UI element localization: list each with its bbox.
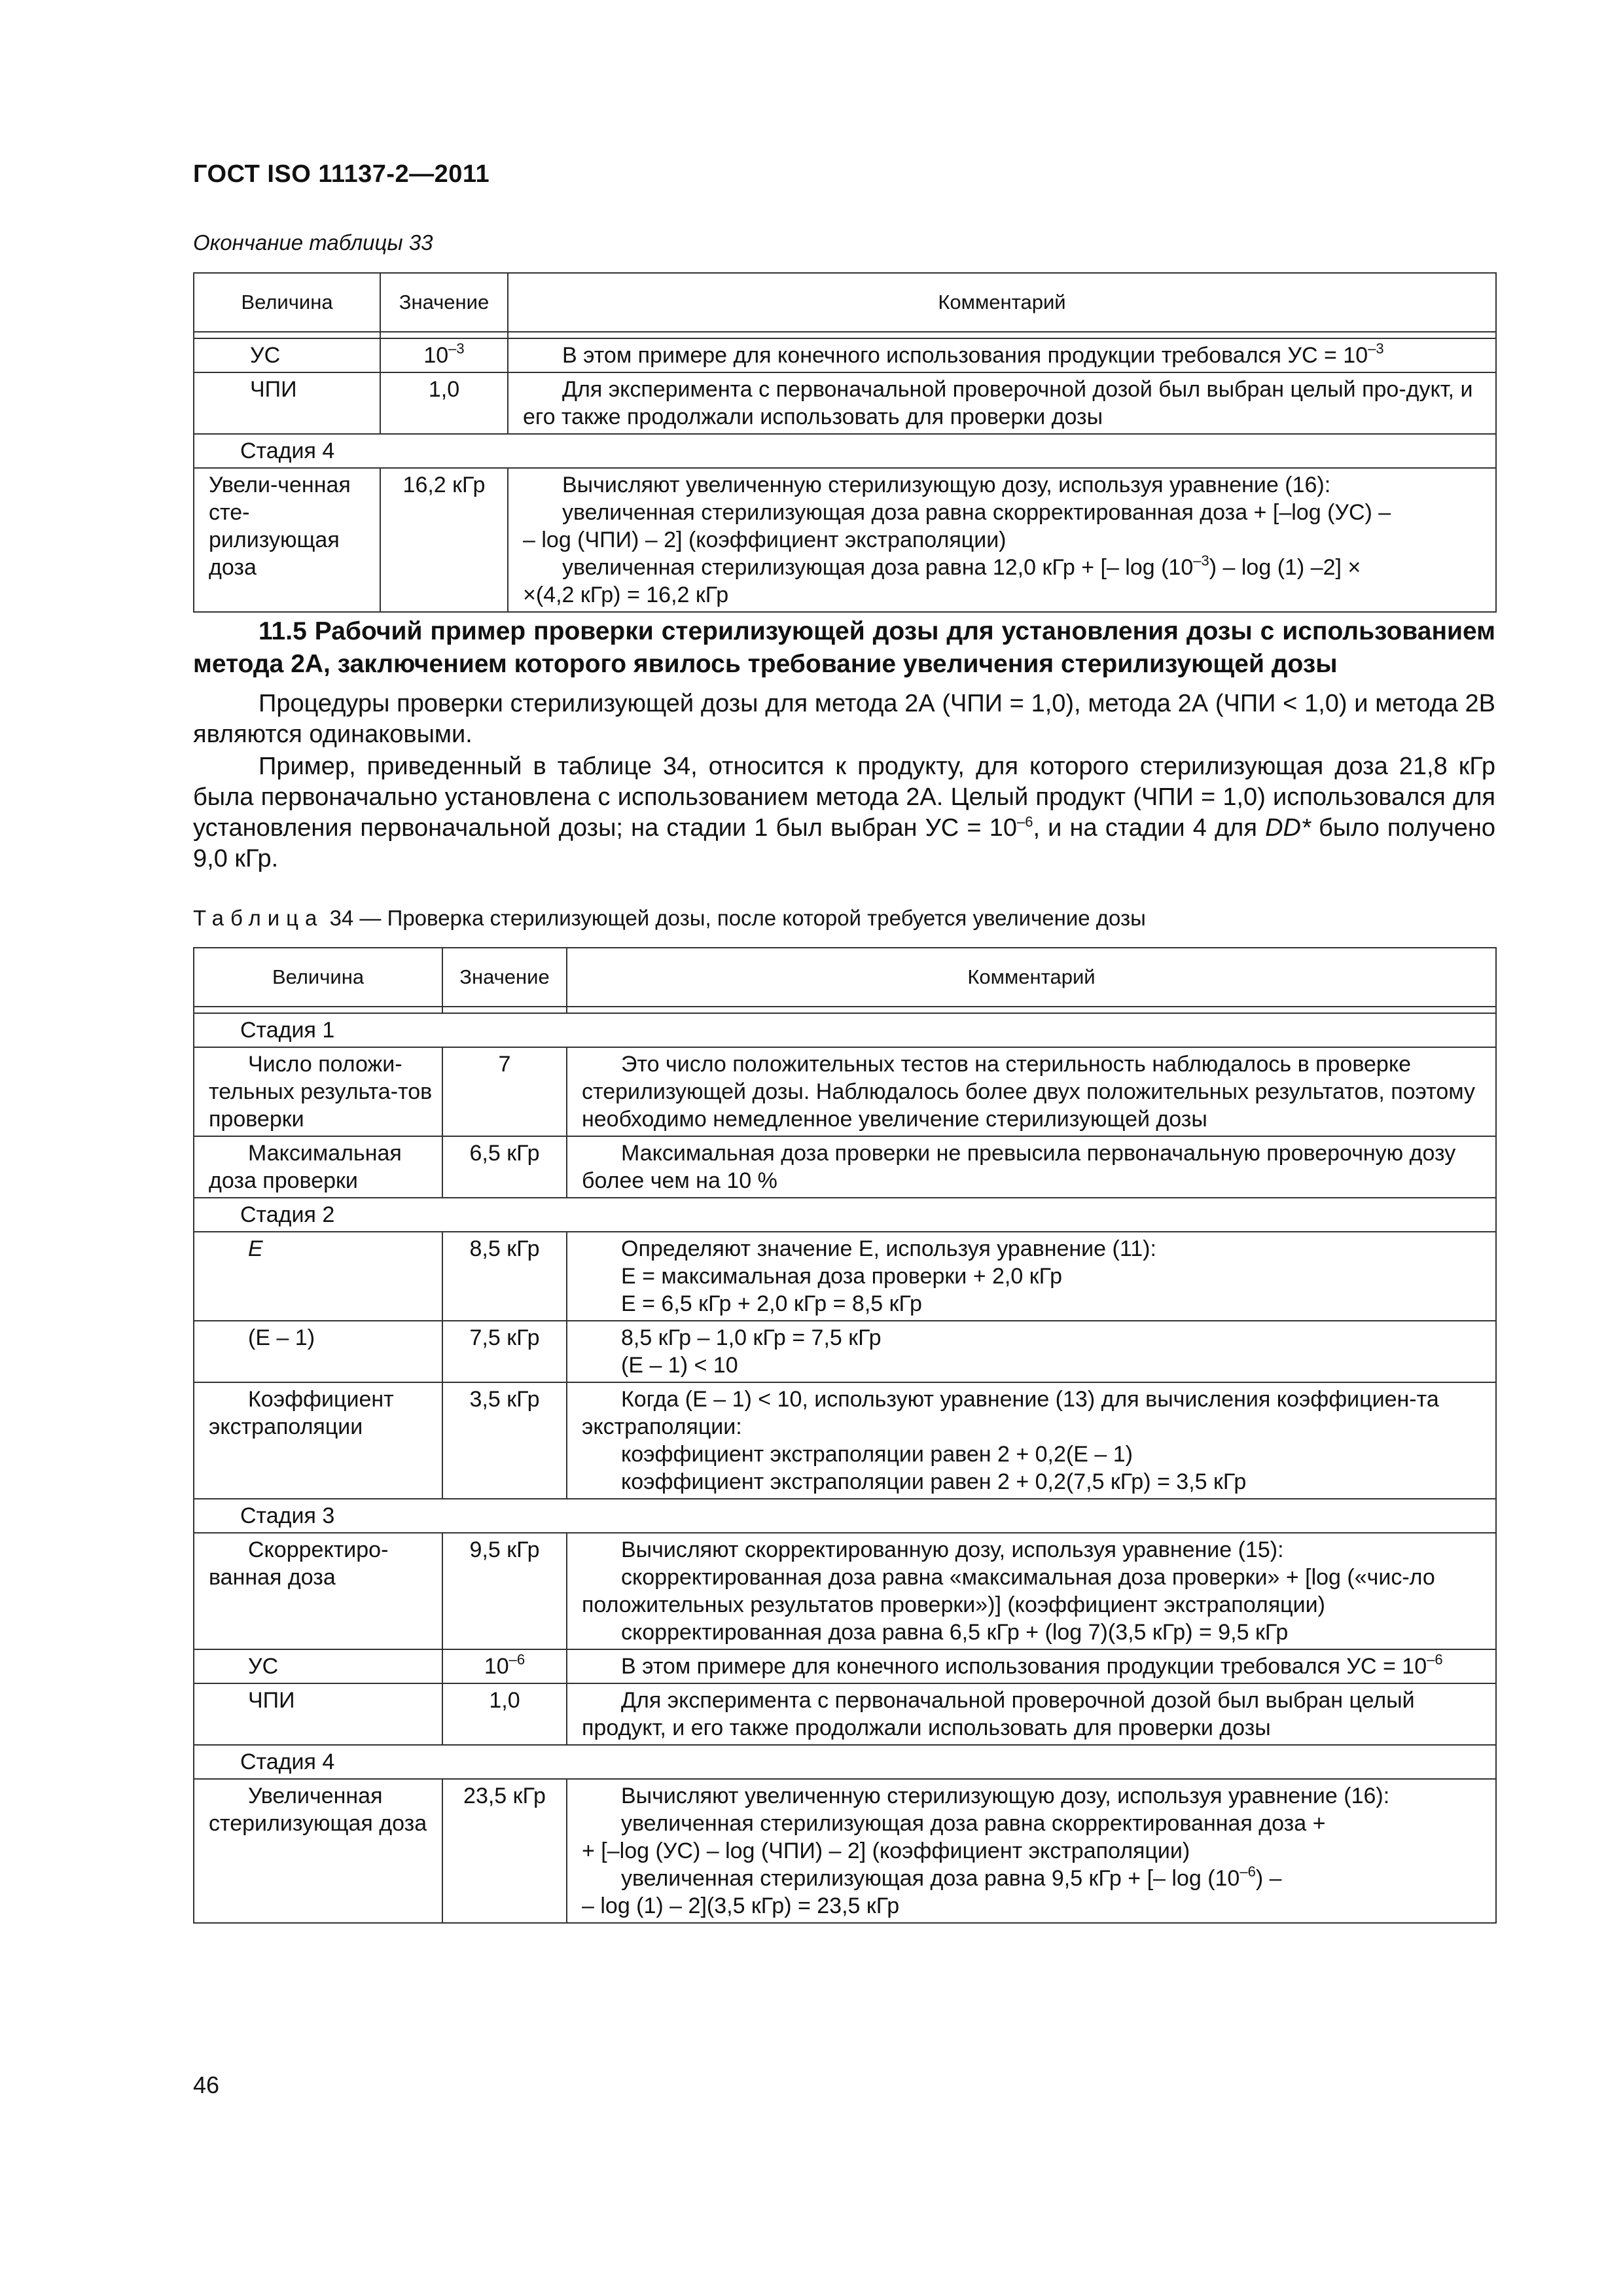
row-comment: В этом примере для конечного использования продукции требовался УС = $10^{-3}$ — [508, 338, 1496, 372]
row-name: ЧПИ — [194, 372, 380, 434]
table-row — [194, 1683, 1496, 1745]
row-name: E — [194, 1232, 442, 1321]
row-name: УС — [194, 338, 380, 372]
row-name: Скорректиро-ванная доза — [194, 1533, 442, 1649]
row-name: Увели-ченная сте-рилизующая доза — [194, 468, 380, 612]
column-header-value: Значение — [380, 273, 508, 332]
table-row — [194, 1047, 1496, 1136]
paragraph: Пример, приведенный в таблице 34, относится к продукту, для которого стерилизующая доза 21,8 кГр была первоначально установлена с использованием метода 2А. Целый продукт (ЧПИ = 1,0) использовался для установления первоначальной дозы; на стадии 1 был выбран УС = $10^{-6}$, и на стадии 4 для DD* было получено 9,0 кГр. — [193, 753, 1495, 872]
stage-row — [194, 1198, 1496, 1232]
stage-row — [194, 1013, 1496, 1047]
row-name: ЧПИ — [194, 1683, 442, 1745]
paragraph: Процедуры проверки стерилизующей дозы для метода 2А (ЧПИ = 1,0), метода 2А (ЧПИ < 1,0) и метода 2В являются одинаковыми. — [193, 690, 1495, 748]
row-name: Коэффициент экстраполяции — [194, 1382, 442, 1499]
column-header-value: Значение — [442, 948, 567, 1007]
row-value: 1,0 — [442, 1683, 567, 1745]
table-34-caption: Таблица 34 — Проверка стерилизующей дозы, после которой требуется увеличение дозы — [193, 906, 1146, 930]
row-comment: Вычисляют скорректированную дозу, используя уравнение (15): скорректированная доза равна «максимальная доза проверки» + [log («чис-ло положительных результатов проверки»)] (коэффициент экстраполяции) скорректированная доза равна 6,5 кГр + (log 7)(3,5 кГр) = 9,5 кГр — [567, 1533, 1496, 1649]
row-name: (E – 1) — [194, 1321, 442, 1382]
column-header-comment: Комментарий — [567, 948, 1496, 1007]
column-header-quantity: Величина — [194, 948, 442, 1007]
row-name: Число положи-тельных результа-тов проверки — [194, 1047, 442, 1136]
table-row — [194, 1533, 1496, 1649]
row-comment: Для эксперимента с первоначальной проверочной дозой был выбран целый продукт, и его также продолжали использовать для проверки дозы — [567, 1683, 1496, 1745]
table-row — [194, 1779, 1496, 1923]
row-comment: Это число положительных тестов на стерильность наблюдалось в проверке стерилизующей дозы. Наблюдалось более двух положительных результатов, поэтому необходимо немедленное увеличение стерилизующей дозы — [567, 1047, 1496, 1136]
row-name: УС — [194, 1649, 442, 1683]
row-value: $10^{-3}$ — [380, 338, 508, 372]
stage-row — [194, 434, 1496, 468]
row-value: 1,0 — [380, 372, 508, 434]
row-value: 7 — [442, 1047, 567, 1136]
column-header-quantity: Величина — [194, 273, 380, 332]
row-value: 9,5 кГр — [442, 1533, 567, 1649]
stage-label: Стадия 4 — [194, 434, 1496, 468]
table-row — [194, 1321, 1496, 1382]
table-row — [194, 1649, 1496, 1683]
table-row — [194, 338, 1496, 372]
row-comment: Вычисляют увеличенную стерилизующую дозу, используя уравнение (16): увеличенная стерилизующая доза равна скорректированная доза + + [–log (УС) – log (ЧПИ) – 2] (коэффициент экстраполяции) увеличенная стерилизующая доза равна 9,5 кГр + [– $\log (10^{-6})$ – – log (1) – 2](3,5 кГр) = 23,5 кГр — [567, 1779, 1496, 1923]
row-comment: Максимальная доза проверки не превысила первоначальную проверочную дозу более чем на 10 % — [567, 1136, 1496, 1198]
row-comment: Когда (E – 1) < 10, используют уравнение (13) для вычисления коэффициен-та экстраполяции: коэффициент экстраполяции равен 2 + 0,2(E – 1) коэффициент экстраполяции равен 2 + 0,2(7,5 кГр) = 3,5 кГр — [567, 1382, 1496, 1499]
row-value: 23,5 кГр — [442, 1779, 567, 1923]
table-row — [194, 1232, 1496, 1321]
row-value: 6,5 кГр — [442, 1136, 567, 1198]
row-comment: Для эксперимента с первоначальной проверочной дозой был выбран целый про-дукт, и его также продолжали использовать для проверки дозы — [508, 372, 1496, 434]
row-value: 3,5 кГр — [442, 1382, 567, 1499]
row-comment: Вычисляют увеличенную стерилизующую дозу, используя уравнение (16): увеличенная стерилизующая доза равна скорректированная доза + [–log (УС) – – log (ЧПИ) – 2] (коэффициент экстраполяции) увеличенная стерилизующая доза равна 12,0 кГр + [– $\log (10^{-3})$ – log (1) –2] × ×(4,2 кГр) = 16,2 кГр — [508, 468, 1496, 612]
row-value: 8,5 кГр — [442, 1232, 567, 1321]
table-33-continuation-caption: Окончание таблицы 33 — [193, 230, 433, 255]
table-row — [194, 372, 1496, 434]
stage-label: Стадия 2 — [194, 1198, 1496, 1232]
row-value: 16,2 кГр — [380, 468, 508, 612]
row-name: Максимальная доза проверки — [194, 1136, 442, 1198]
table-row — [194, 1382, 1496, 1499]
table-row — [194, 1136, 1496, 1198]
stage-label: Стадия 4 — [194, 1745, 1496, 1779]
row-comment: 8,5 кГр – 1,0 кГр = 7,5 кГр (E – 1) < 10 — [567, 1321, 1496, 1382]
stage-row — [194, 1499, 1496, 1533]
row-comment: В этом примере для конечного использования продукции требовался УС = $10^{-6}$ — [567, 1649, 1496, 1683]
row-name: Увеличенная стерилизующая доза — [194, 1779, 442, 1923]
table-row — [194, 468, 1496, 612]
stage-label: Стадия 1 — [194, 1013, 1496, 1047]
table-33 — [193, 272, 1497, 613]
table-34 — [193, 947, 1497, 1924]
row-value: 7,5 кГр — [442, 1321, 567, 1382]
stage-label: Стадия 3 — [194, 1499, 1496, 1533]
section-heading: 11.5 Рабочий пример проверки стерилизующей дозы для установления дозы с использованием метода 2А, заключением которого явилось требование увеличения стерилизующей дозы — [193, 617, 1495, 678]
column-header-comment: Комментарий — [508, 273, 1496, 332]
page-number: 46 — [193, 2072, 220, 2098]
document-header: ГОСТ ISO 11137-2—2011 — [193, 160, 490, 188]
stage-row — [194, 1745, 1496, 1779]
row-value: $10^{-6}$ — [442, 1649, 567, 1683]
row-comment: Определяют значение E, используя уравнение (11): E = максимальная доза проверки + 2,0 кГр E = 6,5 кГр + 2,0 кГр = 8,5 кГр — [567, 1232, 1496, 1321]
